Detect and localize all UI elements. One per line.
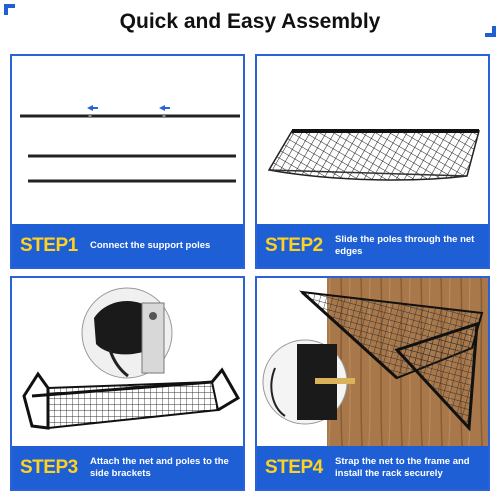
step-label: STEP2 [265,234,323,256]
wall-mount-illustration [257,278,488,446]
step-description: Connect the support poles [90,239,211,251]
rack-illustration [12,278,243,446]
step-label: STEP3 [20,456,78,478]
step-label: STEP4 [265,456,323,478]
step-band-2 [257,224,488,267]
step-panel-1 [10,54,245,269]
step-band-3 [12,446,243,489]
step-label: STEP1 [20,234,78,256]
step-description: Slide the poles through the net edges [335,233,475,257]
poles-illustration [12,56,243,224]
step-panel-2 [255,54,490,269]
step-band-4 [257,446,488,489]
step-description: Strap the net to the frame and install the rack securely [335,455,470,479]
step-description: Attach the net and poles to the side brackets [90,455,229,479]
arrow-left-icon [159,105,170,111]
step-band-1 [12,224,243,267]
step-panel-4 [255,276,490,491]
arrow-left-icon [87,105,98,111]
page-title: Quick and Easy Assembly [119,10,381,33]
step-panel-3 [10,276,245,491]
net-illustration [257,56,488,224]
